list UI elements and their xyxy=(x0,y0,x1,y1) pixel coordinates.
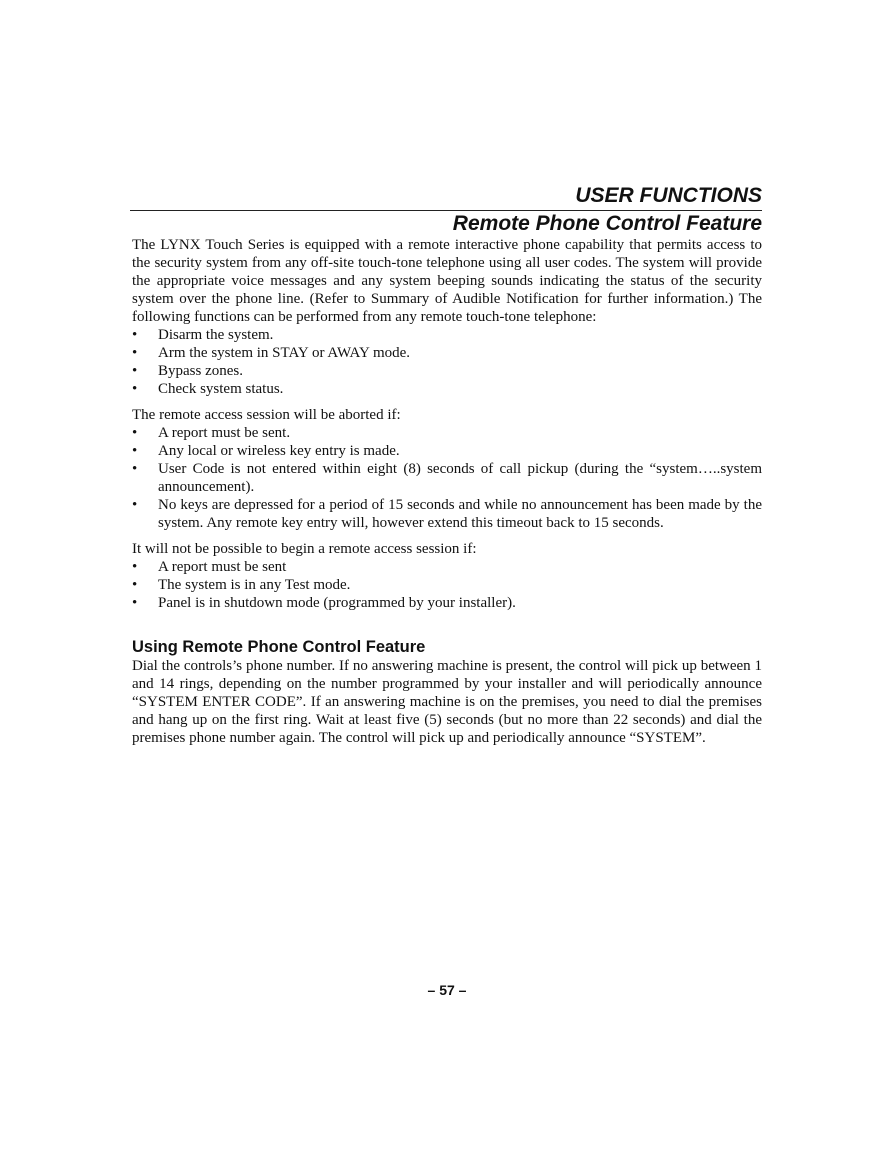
list-item: • User Code is not entered within eight (8) seconds of call pickup (during the “system…..system announcement). xyxy=(132,461,762,495)
bullet-icon: • xyxy=(132,443,138,459)
bullet-icon: • xyxy=(132,381,138,397)
list-item: • Check system status. xyxy=(132,381,284,397)
using-paragraph: Dial the controls’s phone number. If no answering machine is present, the control will pick up between 1 and 14 rings, depending on the number programmed by your installer and will periodically announce “SYSTEM ENTER CODE”. If an answering machine is on the premises, you need to dial the premises and hang up on the first ring. Wait at least five (5) seconds (but no more than 22 seconds) and dial the premises phone number again. The control will pick up and periodically announce “SYSTEM”. xyxy=(132,658,762,746)
bullet-icon: • xyxy=(132,425,138,441)
using-heading: Using Remote Phone Control Feature xyxy=(132,638,426,656)
bullet-icon: • xyxy=(132,577,138,593)
list-item: • A report must be sent xyxy=(132,559,287,575)
list-item: • Any local or wireless key entry is made. xyxy=(132,443,400,459)
list-item: • A report must be sent. xyxy=(132,425,291,441)
bullet-icon: • xyxy=(132,497,138,513)
not-possible-list xyxy=(132,558,762,612)
functions-list xyxy=(132,326,762,398)
bullet-icon: • xyxy=(132,327,138,343)
aborted-paragraph: The remote access session will be aborted if: xyxy=(132,407,401,423)
bullet-icon: • xyxy=(132,595,138,611)
section-title: USER FUNCTIONS xyxy=(575,184,762,207)
bullet-icon: • xyxy=(132,345,138,361)
bullet-icon: • xyxy=(132,559,138,575)
list-item: • The system is in any Test mode. xyxy=(132,577,351,593)
list-item: • Disarm the system. xyxy=(132,327,274,343)
subsection-title: Remote Phone Control Feature xyxy=(452,212,762,235)
list-item: • No keys are depressed for a period of 15 seconds and while no announcement has been made by the system. Any remote key entry will, however extend this timeout back to 15 seconds. xyxy=(132,497,762,531)
page-body xyxy=(132,236,762,747)
page-number: – 57 – xyxy=(427,982,467,998)
intro-paragraph: The LYNX Touch Series is equipped with a remote interactive phone capability that permits access to the security system from any off-site touch-tone telephone using all user codes. The system will provide the appropriate voice messages and any system beeping sounds indicating the status of the security system over the phone line. (Refer to Summary of Audible Notification for further information.) The following functions can be performed from any remote touch-tone telephone: xyxy=(132,237,762,325)
list-item: • Bypass zones. xyxy=(132,363,243,379)
list-item: • Panel is in shutdown mode (programmed by your installer). xyxy=(132,595,516,611)
not-possible-paragraph: It will not be possible to begin a remote access session if: xyxy=(132,541,477,557)
aborted-list xyxy=(132,424,762,532)
bullet-icon: • xyxy=(132,363,138,379)
list-item: • Arm the system in STAY or AWAY mode. xyxy=(132,345,411,361)
bullet-icon: • xyxy=(132,461,138,477)
